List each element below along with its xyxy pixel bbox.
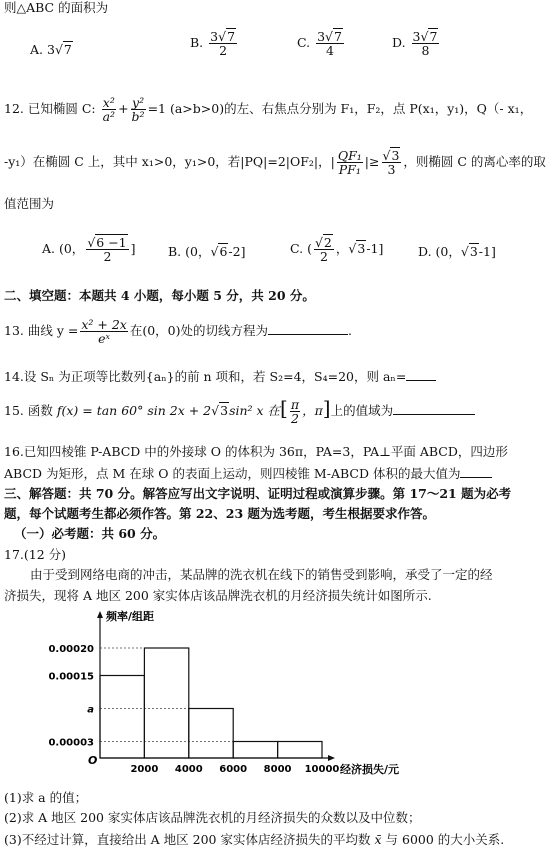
option-radicand: 7: [63, 42, 72, 57]
q17-sub-1: (1)求 a 的值；: [4, 790, 88, 805]
q16-line-1: 16.已知四棱锥 P-ABCD 中的外接球 O 的体积为 36π，PA=3，PA⊥平面 ABCD，四边形: [4, 444, 508, 459]
q17-sub-3: (3)不经过计算，直接给出 A 地区 200 家实体店经济损失的平均数 x̄ 与 6000 的大小关系.: [4, 832, 505, 847]
x-axis-title: 经济损失/元: [340, 763, 400, 776]
answer-blank[interactable]: [268, 322, 348, 335]
answer-blank[interactable]: [393, 402, 475, 415]
q14: 14.设 Sₙ 为正项等比数列{aₙ}的前 n 项和，若 S₂=4，S₄=20，则 aₙ=: [4, 368, 436, 385]
x-tick-label: 8000: [263, 764, 292, 775]
q17-line-2: 济损失，现将 A 地区 200 家实体店该品牌洗衣机的月经济损失统计如图所示.: [4, 588, 432, 603]
origin-label: O: [88, 754, 98, 767]
y-axis-title: 频率/组距: [106, 610, 155, 623]
option-label: C.: [297, 35, 311, 50]
y-tick-label: 0.00020: [48, 644, 94, 655]
option-label: A.: [30, 42, 44, 57]
q12-line-1: 12. 已知椭圆 C: $\frac{\text{x²}}{\text{a²}}$ + $\frac{\text{y²}}{\text{b²}}$ =1 (a>b>0)的左、右焦点分别为 F₁，F₂，点 P(x₁，y₁)，Q（- x₁，: [4, 95, 533, 124]
option-coef: 3: [47, 42, 55, 57]
y-tick-label: 0.00003: [48, 737, 94, 749]
answer-blank[interactable]: [460, 465, 492, 478]
q16-line-2: ABCD 为矩形，点 M 在球 O 的表面上运动，则四棱锥 M-ABCD 体积的最大值为: [4, 465, 492, 482]
option-label: B.: [190, 35, 204, 50]
option-label: D.: [392, 35, 406, 50]
section-3-line-3: （一）必考题：共 60 分。: [14, 526, 166, 541]
histogram-bar: [189, 709, 233, 759]
q15: 15. 函数 f(x) = tan 60° sin 2x + 2√3sin² x 在[ $\frac{\pi}{2}$ ，π]上的值域为: [4, 398, 475, 425]
q12-line-3: 值范围为: [4, 196, 55, 211]
x-tick-label: 6000: [219, 764, 248, 775]
q12-option-d: D. (0，√3-1]: [418, 244, 496, 259]
q11-option-d: D. $\frac{3√7}{8}$: [392, 29, 438, 58]
histogram-bar: [233, 742, 277, 759]
answer-blank[interactable]: [406, 368, 436, 381]
section-3-line-2: 题，每个试题考生都必须作答。第 22、23 题为选考题，考生根据要求作答。: [4, 506, 435, 521]
histogram-bar: [100, 676, 144, 759]
q11-option-c: C. $\frac{3√7}{4}$: [297, 29, 342, 58]
q17-sub-2: (2)求 A 地区 200 家实体店该品牌洗衣机的月经济损失的众数以及中位数；: [4, 810, 421, 825]
q11-option-b: B. $\frac{3√7}{2}$: [190, 29, 236, 58]
y-tick-label: a: [87, 704, 94, 716]
histogram-bar: [144, 648, 188, 758]
q11-option-a: A. 3√7: [30, 42, 72, 57]
histogram-chart: [48, 608, 400, 783]
histogram-bar: [278, 742, 322, 759]
q11-stem-tail: 则△ABC 的面积为: [4, 0, 109, 15]
q12-option-b: B. (0，√6-2]: [168, 244, 246, 259]
q17-line-1: 由于受到网络电商的冲击，某品牌的洗衣机在线下的销售受到影响，承受了一定的经: [30, 567, 493, 582]
section-2-heading: 二、填空题：本题共 4 小题，每小题 5 分，共 20 分。: [4, 288, 315, 303]
q13: 13. 曲线 y = $\frac{\text{x² + 2x}}{\text{eˣ}}$ 在(0，0)处的切线方程为 .: [4, 317, 352, 346]
x-tick-label: 10000: [304, 764, 340, 775]
y-axis-arrow: [97, 611, 103, 618]
x-tick-label: 2000: [130, 764, 159, 775]
q12-line-2: -y₁）在椭圆 C 上，其中 x₁>0，y₁>0，若|PQ|=2|OF₂|，| $\frac{\text{QF₁}}{\text{PF₁}}$ |≥ $\frac{√3}{3}$ ，则椭圆 C 的离心率的取: [4, 148, 546, 177]
x-axis-arrow: [328, 755, 335, 761]
x-tick-label: 4000: [174, 764, 203, 775]
q12-option-a: A. (0， $\frac{√6 -1}{2}$ ]: [42, 235, 136, 264]
y-tick-label: 0.00015: [48, 671, 94, 683]
section-3-line-1: 三、解答题：共 70 分。解答应写出文字说明、证明过程或演算步骤。第 17～21 题为必考: [4, 486, 512, 501]
q17-heading: 17.(12 分): [4, 547, 67, 562]
q12-option-c: C. ( $\frac{√2}{2}$ ，√3-1]: [290, 235, 384, 264]
